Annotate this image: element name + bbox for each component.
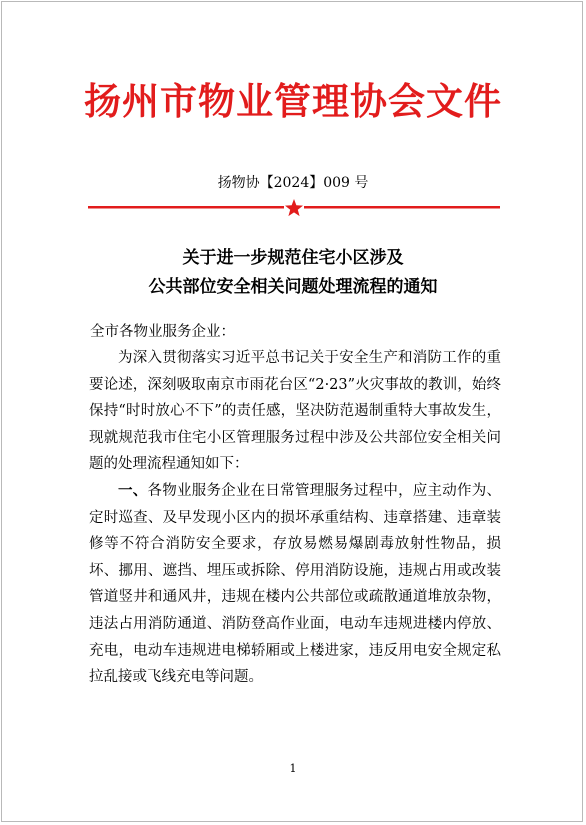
notice-title-line-2: 公共部位安全相关问题处理流程的通知 — [148, 277, 438, 297]
document-number: 扬物协【2024】009 号 — [217, 175, 369, 191]
item-1-paragraph — [89, 478, 501, 691]
red-divider — [88, 199, 500, 217]
notice-body — [89, 345, 501, 691]
salutation: 全市各物业服务企业： — [90, 324, 235, 340]
document-header-title: 扬州市物业管理协会文件 — [84, 79, 502, 123]
divider-line-right — [304, 206, 500, 209]
notice-title — [0, 244, 586, 302]
item-1-lead: 一、 — [118, 481, 148, 499]
page-number: 1 — [289, 762, 297, 775]
star-icon — [285, 199, 303, 216]
intro-paragraph: 为深入贯彻落实习近平总书记关于安全生产和消防工作的重要论述，深刻吸取南京市雨花台区“2·23”火灾事故的教训，始终保持“时时放心不下”的责任感，坚决防范遏制重特大事故发生，现就规范我市住宅小区管理服务过程中涉及公共部位安全相关问题的处理流程通知如下： — [89, 350, 501, 473]
divider-line-left — [88, 206, 284, 209]
notice-title-line-1: 关于进一步规范住宅小区涉及 — [182, 248, 404, 268]
item-1-text: 各物业服务企业在日常管理服务过程中，应主动作为、定时巡查、及早发现小区内的损坏承重结构、违章搭建、违章装修等不符合消防安全要求，存放易燃易爆剧毒放射性物品，损坏、挪用、遮挡、埋压或拆除、停用消防设施，违规占用或改装管道竖井和通风井，违规在楼内公共部位或疏散通道堆放杂物，违法占用消防通道、消防登高作业面，电动车违规进楼内停放、充电，电动车违规进电梯轿厢或上楼进家，违反用电安全规定私拉乱接或飞线充电等问题。 — [89, 482, 502, 686]
